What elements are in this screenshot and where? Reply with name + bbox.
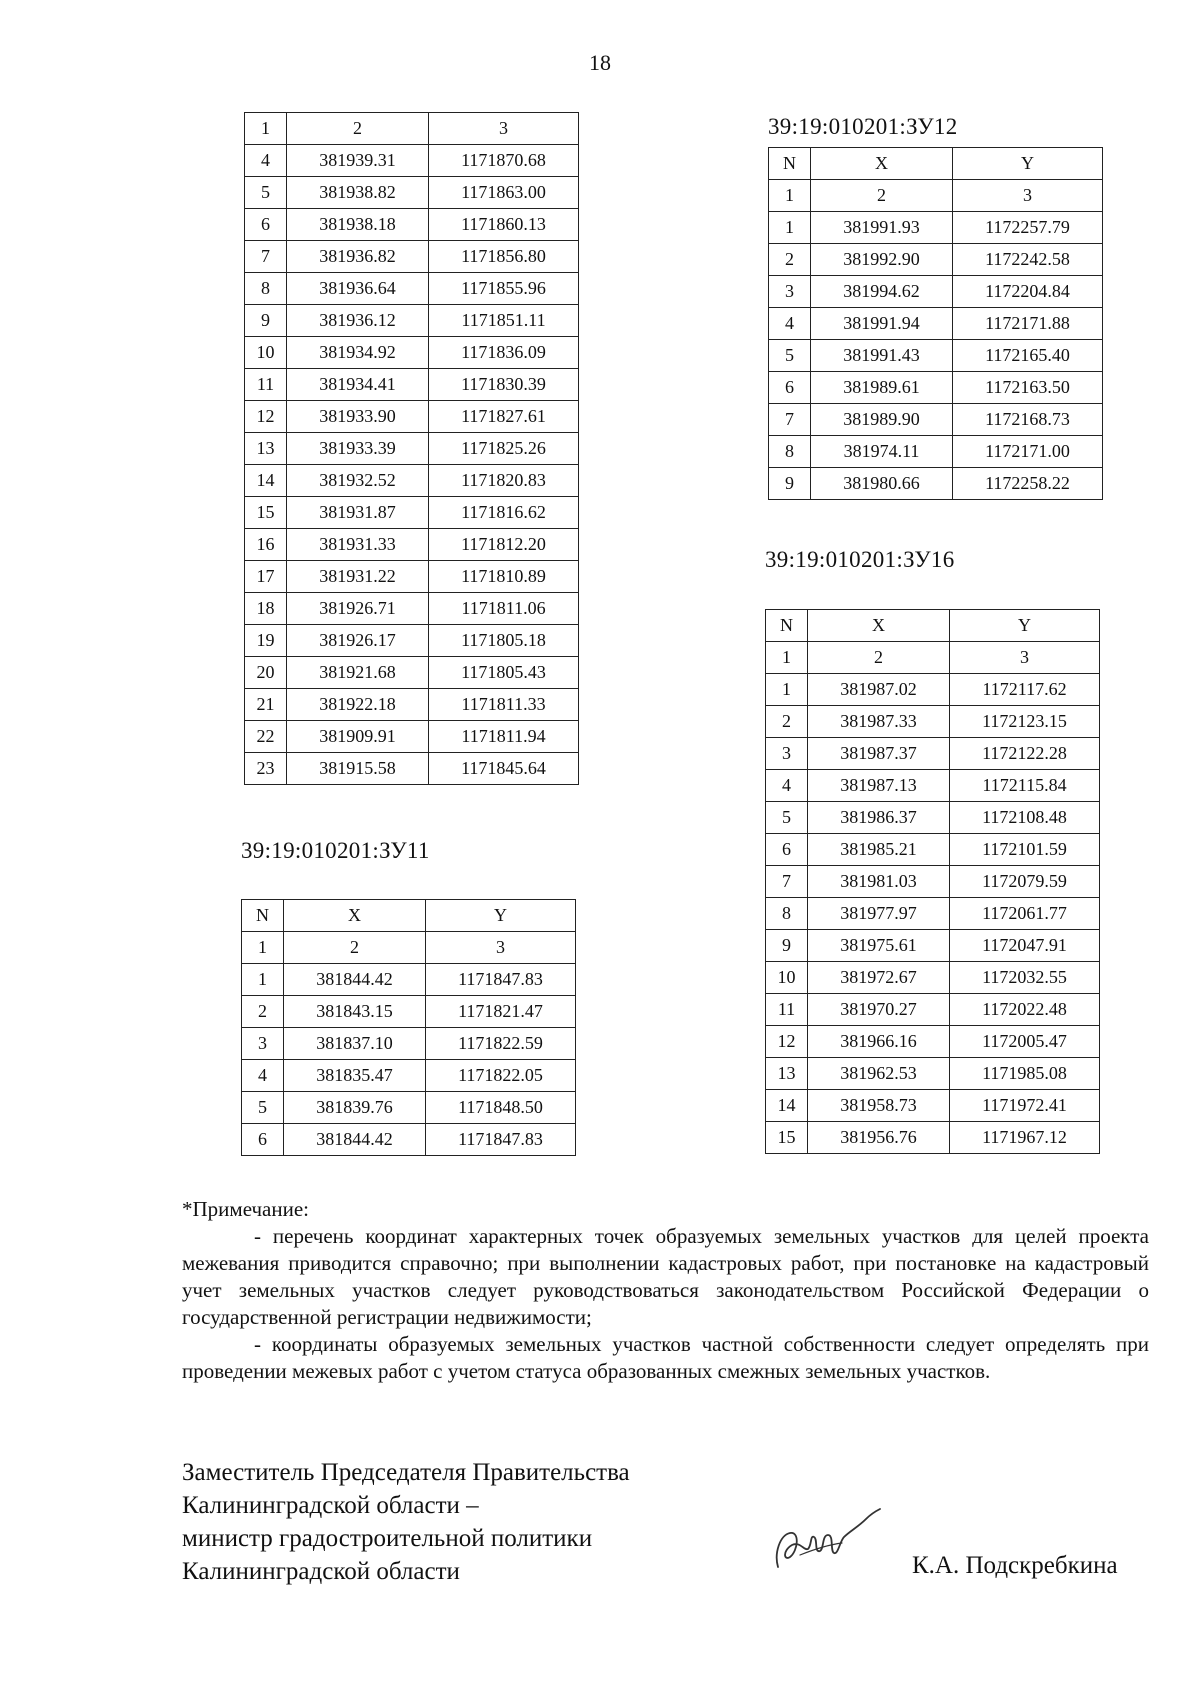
table-cell: 3 — [950, 642, 1100, 674]
table-cell: 1172123.15 — [950, 706, 1100, 738]
table-cell: 1171985.08 — [950, 1058, 1100, 1090]
table-cell: 12 — [766, 1026, 808, 1058]
table-row — [766, 1058, 1100, 1090]
table-row — [245, 689, 579, 721]
table-cell: 381915.58 — [287, 753, 429, 785]
table-cell: 5 — [766, 802, 808, 834]
table-cell: 10 — [766, 962, 808, 994]
table-cell: 6 — [245, 209, 287, 241]
parcel-title-zu11: 39:19:010201:ЗУ11 — [241, 838, 430, 863]
table-row — [766, 898, 1100, 930]
table-cell: 9 — [766, 930, 808, 962]
table-cell: 381909.91 — [287, 721, 429, 753]
table-row — [769, 436, 1103, 468]
table-cell: 1172061.77 — [950, 898, 1100, 930]
table-cell: 21 — [245, 689, 287, 721]
table-row — [769, 308, 1103, 340]
coords-block-zu11 — [241, 838, 575, 1168]
table-row — [766, 1090, 1100, 1122]
coords-table-body — [769, 148, 1103, 500]
table-cell: 381977.97 — [808, 898, 950, 930]
table-cell: 1 — [769, 180, 811, 212]
table-cell: 381931.22 — [287, 561, 429, 593]
table-cell: 1171848.50 — [426, 1092, 576, 1124]
table-cell: 381958.73 — [808, 1090, 950, 1122]
table-cell: 1171863.00 — [429, 177, 579, 209]
coords-table-body — [766, 610, 1100, 1154]
table-row — [766, 738, 1100, 770]
table-cell: 381980.66 — [811, 468, 953, 500]
signer-name: К.А. Подскребкина — [912, 1552, 1118, 1579]
coords-table-zu16 — [765, 609, 1100, 1154]
table-cell: 7 — [245, 241, 287, 273]
table-cell: 2 — [287, 113, 429, 145]
table-cell: 1172163.50 — [953, 372, 1103, 404]
table-cell: Y — [950, 610, 1100, 642]
table-cell: 1171810.89 — [429, 561, 579, 593]
table-cell: 1171822.05 — [426, 1060, 576, 1092]
table-cell: 1171830.39 — [429, 369, 579, 401]
table-cell: 1172204.84 — [953, 276, 1103, 308]
table-cell: 381934.41 — [287, 369, 429, 401]
table-cell: 22 — [245, 721, 287, 753]
table-cell: 2 — [769, 244, 811, 276]
note-section — [182, 1196, 1149, 1385]
table-cell: 4 — [242, 1060, 284, 1092]
table-cell: 7 — [766, 866, 808, 898]
table-row — [766, 994, 1100, 1026]
table-cell: 1172258.22 — [953, 468, 1103, 500]
table-row — [245, 145, 579, 177]
table-cell: 381991.43 — [811, 340, 953, 372]
table-cell: 381987.13 — [808, 770, 950, 802]
table-row — [245, 369, 579, 401]
table-cell: 2 — [766, 706, 808, 738]
table-row — [766, 802, 1100, 834]
table-row — [245, 529, 579, 561]
table-cell: 381962.53 — [808, 1058, 950, 1090]
table-cell: 381966.16 — [808, 1026, 950, 1058]
table-cell: 1171805.18 — [429, 625, 579, 657]
table-cell: 381936.64 — [287, 273, 429, 305]
table-cell: 381921.68 — [287, 657, 429, 689]
table-row — [769, 340, 1103, 372]
table-cell: 1171860.13 — [429, 209, 579, 241]
table-cell: 1171847.83 — [426, 1124, 576, 1156]
table-row — [245, 241, 579, 273]
table-cell: 1171836.09 — [429, 337, 579, 369]
table-cell: 1 — [769, 212, 811, 244]
table-row — [245, 433, 579, 465]
table-row — [769, 372, 1103, 404]
coords-block-zu16 — [765, 547, 1099, 1177]
table-cell: 381922.18 — [287, 689, 429, 721]
table-cell: 1172117.62 — [950, 674, 1100, 706]
table-cell: 6 — [769, 372, 811, 404]
table-cell: 11 — [766, 994, 808, 1026]
table-row — [766, 962, 1100, 994]
signer-position-line: министр градостроительной политики — [182, 1525, 593, 1552]
table-cell: 15 — [245, 497, 287, 529]
table-cell: 1 — [242, 932, 284, 964]
table-cell: 381981.03 — [808, 866, 950, 898]
table-cell: 3 — [429, 113, 579, 145]
coords-table-zu11 — [241, 899, 576, 1156]
table-cell: 9 — [769, 468, 811, 500]
table-cell: 381989.61 — [811, 372, 953, 404]
table-cell: 1 — [766, 642, 808, 674]
signer-position-line: Калининградской области — [182, 1558, 460, 1585]
table-cell: 3 — [769, 276, 811, 308]
table-cell: 3 — [953, 180, 1103, 212]
table-cell: 1 — [242, 964, 284, 996]
table-row — [245, 465, 579, 497]
table-cell: 381938.82 — [287, 177, 429, 209]
table-cell: 1171805.43 — [429, 657, 579, 689]
table-cell: 1171972.41 — [950, 1090, 1100, 1122]
table-row — [242, 1060, 576, 1092]
table-cell: 1172005.47 — [950, 1026, 1100, 1058]
table-row — [766, 1122, 1100, 1154]
table-row — [769, 468, 1103, 500]
table-cell: 1172257.79 — [953, 212, 1103, 244]
table-cell: 13 — [245, 433, 287, 465]
table-cell: 1171847.83 — [426, 964, 576, 996]
table-row — [769, 276, 1103, 308]
table-cell: 1172047.91 — [950, 930, 1100, 962]
table-cell: 381991.94 — [811, 308, 953, 340]
table-row — [766, 674, 1100, 706]
table-cell: 8 — [769, 436, 811, 468]
table-cell: 1171811.06 — [429, 593, 579, 625]
table-cell: 381932.52 — [287, 465, 429, 497]
table-cell: 12 — [245, 401, 287, 433]
table-cell: 5 — [245, 177, 287, 209]
table-cell: 19 — [245, 625, 287, 657]
table-cell: 13 — [766, 1058, 808, 1090]
table-cell: 15 — [766, 1122, 808, 1154]
table-header-row — [769, 148, 1103, 180]
table-cell: 17 — [245, 561, 287, 593]
table-cell: 1171811.33 — [429, 689, 579, 721]
table-cell: X — [811, 148, 953, 180]
table-cell: 1171821.47 — [426, 996, 576, 1028]
table-row — [245, 401, 579, 433]
table-cell: 381926.17 — [287, 625, 429, 657]
table-row — [242, 1124, 576, 1156]
table-cell: 2 — [242, 996, 284, 1028]
table-cell: 1171825.26 — [429, 433, 579, 465]
table-cell: 381926.71 — [287, 593, 429, 625]
table-column-number-row — [245, 113, 579, 145]
table-row — [242, 996, 576, 1028]
coords-table-body — [245, 113, 579, 785]
table-cell: N — [766, 610, 808, 642]
table-cell: 4 — [769, 308, 811, 340]
table-cell: 5 — [769, 340, 811, 372]
table-cell: 381839.76 — [284, 1092, 426, 1124]
table-cell: N — [242, 900, 284, 932]
table-cell: 381986.37 — [808, 802, 950, 834]
table-cell: Y — [953, 148, 1103, 180]
table-cell: 381991.93 — [811, 212, 953, 244]
table-cell: Y — [426, 900, 576, 932]
coords-table-body — [242, 900, 576, 1156]
table-cell: 5 — [242, 1092, 284, 1124]
table-cell: 381974.11 — [811, 436, 953, 468]
table-row — [766, 770, 1100, 802]
table-header-row — [242, 900, 576, 932]
coords-block-continuation — [244, 112, 578, 812]
table-row — [769, 244, 1103, 276]
table-cell: 381837.10 — [284, 1028, 426, 1060]
signer-position-line: Калининградской области – — [182, 1492, 479, 1519]
table-cell: 1172165.40 — [953, 340, 1103, 372]
table-cell: 381939.31 — [287, 145, 429, 177]
table-cell: 381934.92 — [287, 337, 429, 369]
table-cell: X — [808, 610, 950, 642]
table-row — [245, 497, 579, 529]
table-cell: 1 — [766, 674, 808, 706]
table-cell: 1172171.88 — [953, 308, 1103, 340]
table-row — [245, 337, 579, 369]
table-row — [766, 834, 1100, 866]
table-cell: 1171811.94 — [429, 721, 579, 753]
coords-table-zu12 — [768, 147, 1103, 500]
table-cell: 381936.82 — [287, 241, 429, 273]
table-cell: 7 — [769, 404, 811, 436]
table-row — [245, 657, 579, 689]
table-cell: 1172122.28 — [950, 738, 1100, 770]
table-cell: 4 — [766, 770, 808, 802]
table-row — [769, 212, 1103, 244]
table-cell: 1172115.84 — [950, 770, 1100, 802]
table-cell: 1171856.80 — [429, 241, 579, 273]
table-column-number-row — [242, 932, 576, 964]
table-cell: 1172022.48 — [950, 994, 1100, 1026]
table-cell: 381956.76 — [808, 1122, 950, 1154]
table-cell: 6 — [766, 834, 808, 866]
table-cell: 381931.87 — [287, 497, 429, 529]
table-cell: 381936.12 — [287, 305, 429, 337]
table-cell: 1171820.83 — [429, 465, 579, 497]
table-row — [245, 721, 579, 753]
table-cell: 1 — [245, 113, 287, 145]
table-column-number-row — [766, 642, 1100, 674]
table-row — [766, 706, 1100, 738]
table-cell: 2 — [811, 180, 953, 212]
coords-table-continuation — [244, 112, 579, 785]
table-cell: 23 — [245, 753, 287, 785]
table-cell: 381975.61 — [808, 930, 950, 962]
table-cell: 381931.33 — [287, 529, 429, 561]
table-cell: 14 — [766, 1090, 808, 1122]
table-cell: 1171827.61 — [429, 401, 579, 433]
table-cell: 1172108.48 — [950, 802, 1100, 834]
table-cell: 381972.67 — [808, 962, 950, 994]
table-cell: 1172032.55 — [950, 962, 1100, 994]
table-row — [245, 625, 579, 657]
parcel-title-zu12: 39:19:010201:ЗУ12 — [768, 114, 958, 139]
table-row — [766, 866, 1100, 898]
table-cell: 381970.27 — [808, 994, 950, 1026]
table-row — [245, 177, 579, 209]
table-cell: 1172101.59 — [950, 834, 1100, 866]
note-paragraph: - координаты образуемых земельных участков частной собственности следует определять при проведении межевых работ с учетом статуса образованных смежных земельных участков. — [182, 1332, 1149, 1383]
table-cell: 9 — [245, 305, 287, 337]
table-row — [245, 273, 579, 305]
table-cell: 2 — [284, 932, 426, 964]
table-cell: 8 — [245, 273, 287, 305]
handwritten-signature — [770, 1505, 885, 1575]
table-cell: 1171851.11 — [429, 305, 579, 337]
table-row — [769, 404, 1103, 436]
table-cell: 8 — [766, 898, 808, 930]
table-cell: 3 — [242, 1028, 284, 1060]
table-cell: 381989.90 — [811, 404, 953, 436]
table-cell: 381985.21 — [808, 834, 950, 866]
table-row — [242, 1092, 576, 1124]
table-cell: 10 — [245, 337, 287, 369]
table-cell: 381844.42 — [284, 1124, 426, 1156]
table-cell: 1171855.96 — [429, 273, 579, 305]
table-cell: 1172079.59 — [950, 866, 1100, 898]
table-header-row — [766, 610, 1100, 642]
table-row — [766, 1026, 1100, 1058]
table-cell: 1171822.59 — [426, 1028, 576, 1060]
table-cell: 381843.15 — [284, 996, 426, 1028]
table-cell: 1171812.20 — [429, 529, 579, 561]
table-row — [245, 209, 579, 241]
table-cell: 16 — [245, 529, 287, 561]
page-number: 18 — [589, 50, 611, 75]
table-row — [242, 1028, 576, 1060]
table-column-number-row — [769, 180, 1103, 212]
table-cell: 381987.37 — [808, 738, 950, 770]
table-row — [245, 593, 579, 625]
coords-block-zu12 — [768, 114, 1102, 514]
table-row — [245, 305, 579, 337]
table-cell: 1171816.62 — [429, 497, 579, 529]
table-cell: 1171845.64 — [429, 753, 579, 785]
table-cell: 381987.02 — [808, 674, 950, 706]
table-cell: 381835.47 — [284, 1060, 426, 1092]
table-cell: 3 — [766, 738, 808, 770]
table-row — [766, 930, 1100, 962]
table-cell: 381933.39 — [287, 433, 429, 465]
table-cell: 381992.90 — [811, 244, 953, 276]
table-cell: 4 — [245, 145, 287, 177]
table-cell: 381844.42 — [284, 964, 426, 996]
table-cell: 18 — [245, 593, 287, 625]
table-cell: X — [284, 900, 426, 932]
table-cell: 11 — [245, 369, 287, 401]
table-cell: 381987.33 — [808, 706, 950, 738]
table-cell: 1172168.73 — [953, 404, 1103, 436]
table-cell: N — [769, 148, 811, 180]
note-heading: *Примечание: — [182, 1197, 310, 1221]
table-cell: 6 — [242, 1124, 284, 1156]
signer-position-line: Заместитель Председателя Правительства — [182, 1459, 630, 1486]
table-cell: 1172171.00 — [953, 436, 1103, 468]
note-paragraph: - перечень координат характерных точек образуемых земельных участков для целей проекта межевания приводится справочно; при выполнении кадастровых работ, при постановке на кадастровый учет земельных участков следует руководствоваться законодательством Российской Федерации о государственной регистрации недвижимости; — [182, 1224, 1149, 1329]
table-cell: 20 — [245, 657, 287, 689]
table-cell: 3 — [426, 932, 576, 964]
table-cell: 2 — [808, 642, 950, 674]
table-cell: 1172242.58 — [953, 244, 1103, 276]
table-cell: 1171870.68 — [429, 145, 579, 177]
table-cell: 381938.18 — [287, 209, 429, 241]
table-cell: 14 — [245, 465, 287, 497]
table-row — [245, 561, 579, 593]
parcel-title-zu16: 39:19:010201:ЗУ16 — [765, 547, 955, 572]
table-row — [245, 753, 579, 785]
table-cell: 1171967.12 — [950, 1122, 1100, 1154]
table-row — [242, 964, 576, 996]
table-cell: 381994.62 — [811, 276, 953, 308]
signer-position — [182, 1456, 630, 1588]
table-cell: 381933.90 — [287, 401, 429, 433]
